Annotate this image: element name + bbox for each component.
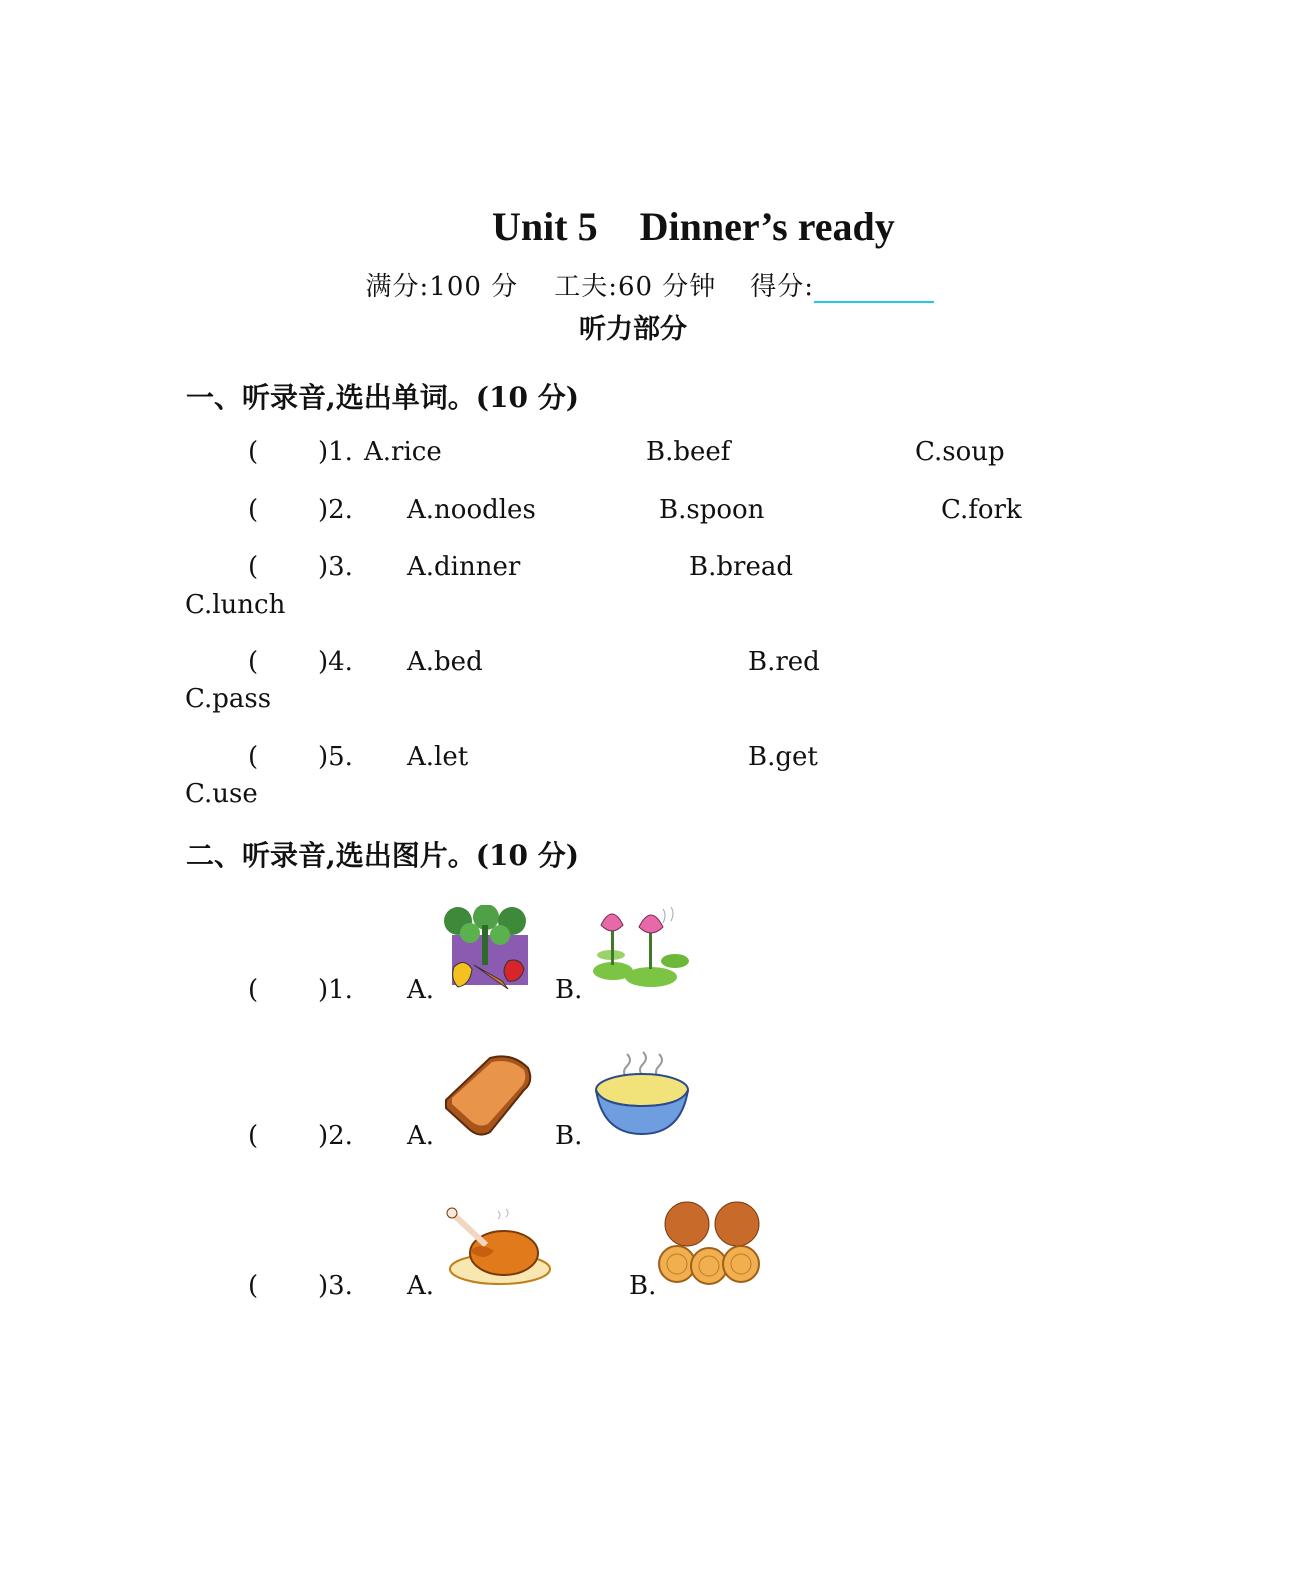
s1-q4-option-b: B.red [748, 647, 820, 677]
s1-q1-bracket[interactable]: ( [248, 437, 259, 467]
s2-q2-bracket[interactable]: ( [248, 1121, 259, 1151]
s1-q1-option-b: B.beef [646, 437, 731, 467]
lesson-name: Dinner’s ready [639, 204, 895, 249]
score-blank[interactable] [814, 275, 934, 303]
s1-q1-number: )1. [318, 437, 353, 467]
s2-q1-option-a: A. [407, 975, 435, 1005]
s1-q5-option-b: B.get [748, 742, 818, 772]
cookies-icon[interactable] [657, 1200, 761, 1288]
s1-q2-option-a: A.noodles [407, 495, 536, 525]
section1-heading: 一、听录音,选出单词。(10 分) [186, 381, 579, 414]
roast-chicken-icon[interactable] [442, 1205, 552, 1287]
s2-q2-option-b: B. [555, 1121, 583, 1151]
s2-q1-number: )1. [318, 975, 353, 1005]
s1-q2-option-b: B.spoon [659, 495, 765, 525]
part-heading: 听力部分 [579, 314, 687, 345]
s1-q3-option-a: A.dinner [407, 552, 521, 582]
s1-q2-bracket[interactable]: ( [248, 495, 259, 525]
unit-label: Unit 5 [492, 204, 598, 249]
s1-q4-number: )4. [318, 647, 353, 677]
s1-q3-number: )3. [318, 552, 353, 582]
s1-q3-option-b: B.bread [689, 552, 793, 582]
s2-q3-number: )3. [318, 1271, 353, 1301]
s1-q4-bracket[interactable]: ( [248, 647, 259, 677]
soup-bowl-icon[interactable] [593, 1050, 691, 1136]
lotus-flowers-icon[interactable] [591, 905, 691, 989]
s1-q3-bracket[interactable]: ( [248, 552, 259, 582]
s1-q4-option-a: A.bed [407, 647, 483, 677]
s1-q1-option-c: C.soup [915, 437, 1005, 467]
s2-q3-bracket[interactable]: ( [248, 1271, 259, 1301]
bread-icon[interactable] [440, 1052, 538, 1138]
s2-q2-number: )2. [318, 1121, 353, 1151]
s1-q5-option-c: C.use [185, 779, 258, 809]
exam-info [347, 236, 934, 303]
s1-q5-option-a: A.let [407, 742, 469, 772]
time-limit: 工夫:60 分钟 [554, 272, 717, 302]
score-label: 得分: [750, 272, 815, 302]
s1-q1-option-a: A.rice [364, 437, 442, 467]
s2-q1-bracket[interactable]: ( [248, 975, 259, 1005]
full-marks: 满分:100 分 [365, 272, 519, 302]
s1-q2-option-c: C.fork [941, 495, 1022, 525]
section2-heading: 二、听录音,选出图片。(10 分) [186, 839, 579, 872]
s1-q4-option-c: C.pass [185, 684, 272, 714]
s2-q2-option-a: A. [407, 1121, 435, 1151]
s1-q2-number: )2. [318, 495, 353, 525]
s1-q3-option-c: C.lunch [185, 590, 286, 620]
s2-q3-option-b: B. [629, 1271, 657, 1301]
s2-q1-option-b: B. [555, 975, 583, 1005]
s1-q5-bracket[interactable]: ( [248, 742, 259, 772]
s2-q3-option-a: A. [407, 1271, 435, 1301]
vegetables-icon[interactable] [442, 905, 530, 993]
s1-q5-number: )5. [318, 742, 353, 772]
